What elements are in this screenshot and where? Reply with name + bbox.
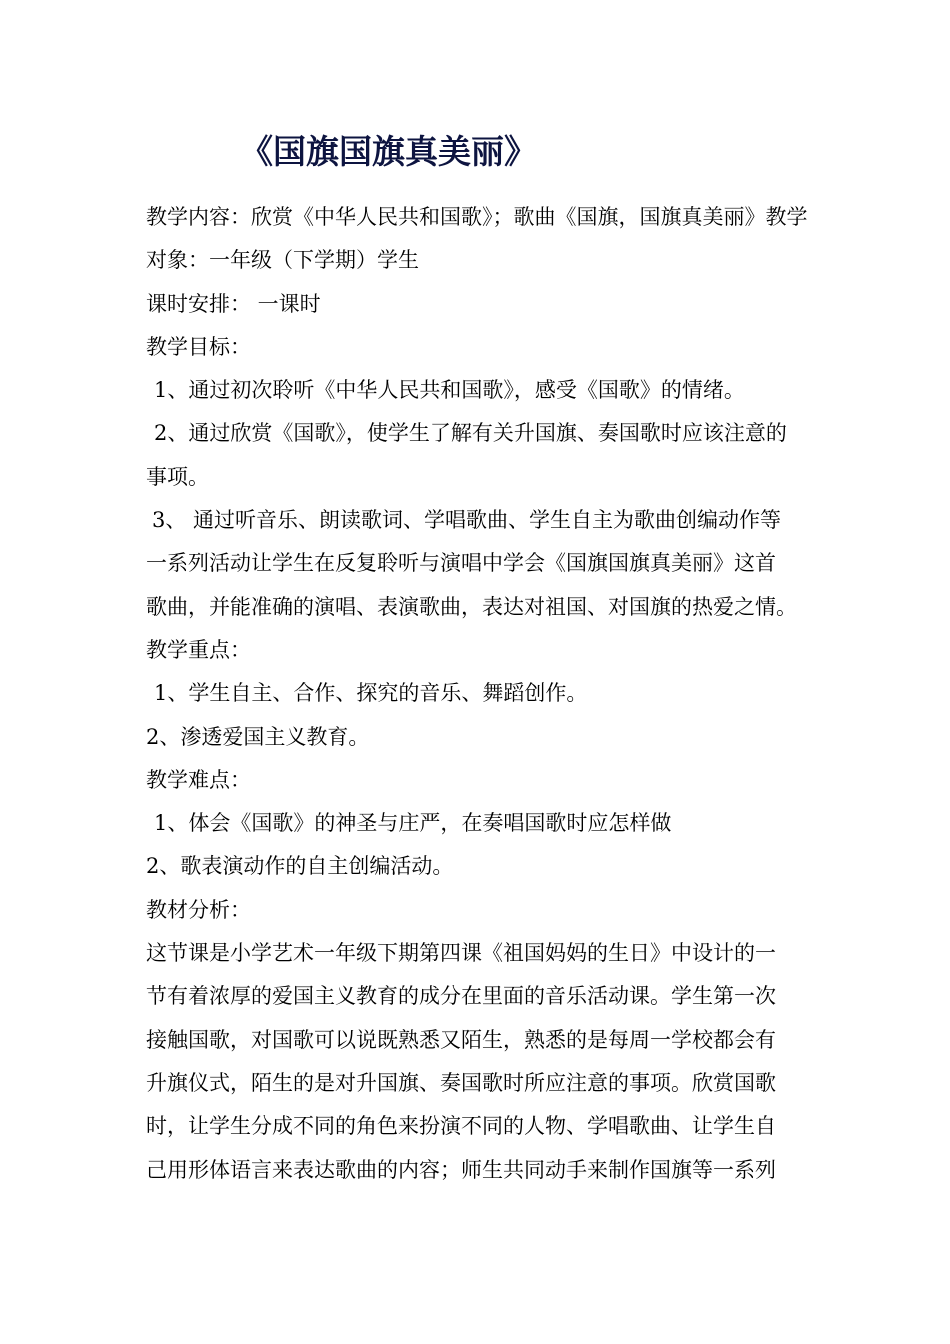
text-line-analysis-1: 这节课是小学艺术一年级下期第四课《祖国妈妈的生日》中设计的一 (146, 941, 776, 966)
text-line-goal-3: 3、 通过听音乐、朗读歌词、学唱歌曲、学生自主为歌曲创编动作等 (152, 508, 782, 533)
text-line-goal-2: 2、通过欣赏《国歌》，使学生了解有关升国旗、奏国歌时应该注意的 (154, 421, 787, 446)
text-line-schedule: 课时安排： 一课时 (146, 291, 321, 316)
text-line-goal-2-cont: 事项。 (146, 464, 209, 489)
text-line-analysis-heading: 教材分析： (146, 897, 251, 922)
text-line-goal-3-cont-2: 歌曲，并能准确的演唱、表演歌曲，表达对祖国、对国旗的热爱之情。 (146, 594, 797, 619)
text-line-analysis-5: 时，让学生分成不同的角色来扮演不同的人物、学唱歌曲、让学生自 (146, 1114, 776, 1139)
text-line-analysis-3: 接触国歌，对国歌可以说既熟悉又陌生，熟悉的是每周一学校都会有 (146, 1027, 776, 1052)
text-line-content: 教学内容：欣赏《中华人民共和国歌》；歌曲《国旗，国旗真美丽》教学 (146, 205, 808, 229)
text-line-difficulty-1: 1、体会《国歌》的神圣与庄严，在奏唱国歌时应怎样做 (154, 811, 672, 836)
text-line-analysis-6: 己用形体语言来表达歌曲的内容；师生共同动手来制作国旗等一系列 (146, 1157, 776, 1182)
text-line-goal-3-cont-1: 一系列活动让学生在反复聆听与演唱中学会《国旗国旗真美丽》这首 (146, 551, 776, 576)
document-title: 《国旗国旗真美丽》 (240, 132, 537, 171)
text-line-analysis-2: 节有着浓厚的爱国主义教育的成分在里面的音乐活动课。学生第一次 (146, 984, 776, 1009)
text-line-key-point-1: 1、学生自主、合作、探究的音乐、舞蹈创作。 (154, 681, 588, 706)
text-line-goal-1: 1、通过初次聆听《中华人民共和国歌》，感受《国歌》的情绪。 (154, 378, 745, 403)
text-line-key-point-2: 2、渗透爱国主义教育。 (146, 724, 370, 749)
text-line-audience: 对象：一年级（下学期）学生 (146, 248, 419, 273)
text-line-key-points-heading: 教学重点： (146, 637, 251, 662)
text-line-goals-heading: 教学目标： (146, 334, 251, 359)
text-line-difficulties-heading: 教学难点： (146, 767, 251, 792)
text-line-difficulty-2: 2、歌表演动作的自主创编活动。 (146, 854, 454, 879)
text-line-analysis-4: 升旗仪式，陌生的是对升国旗、奏国歌时所应注意的事项。欣赏国歌 (146, 1070, 776, 1095)
document-body (146, 196, 816, 1192)
